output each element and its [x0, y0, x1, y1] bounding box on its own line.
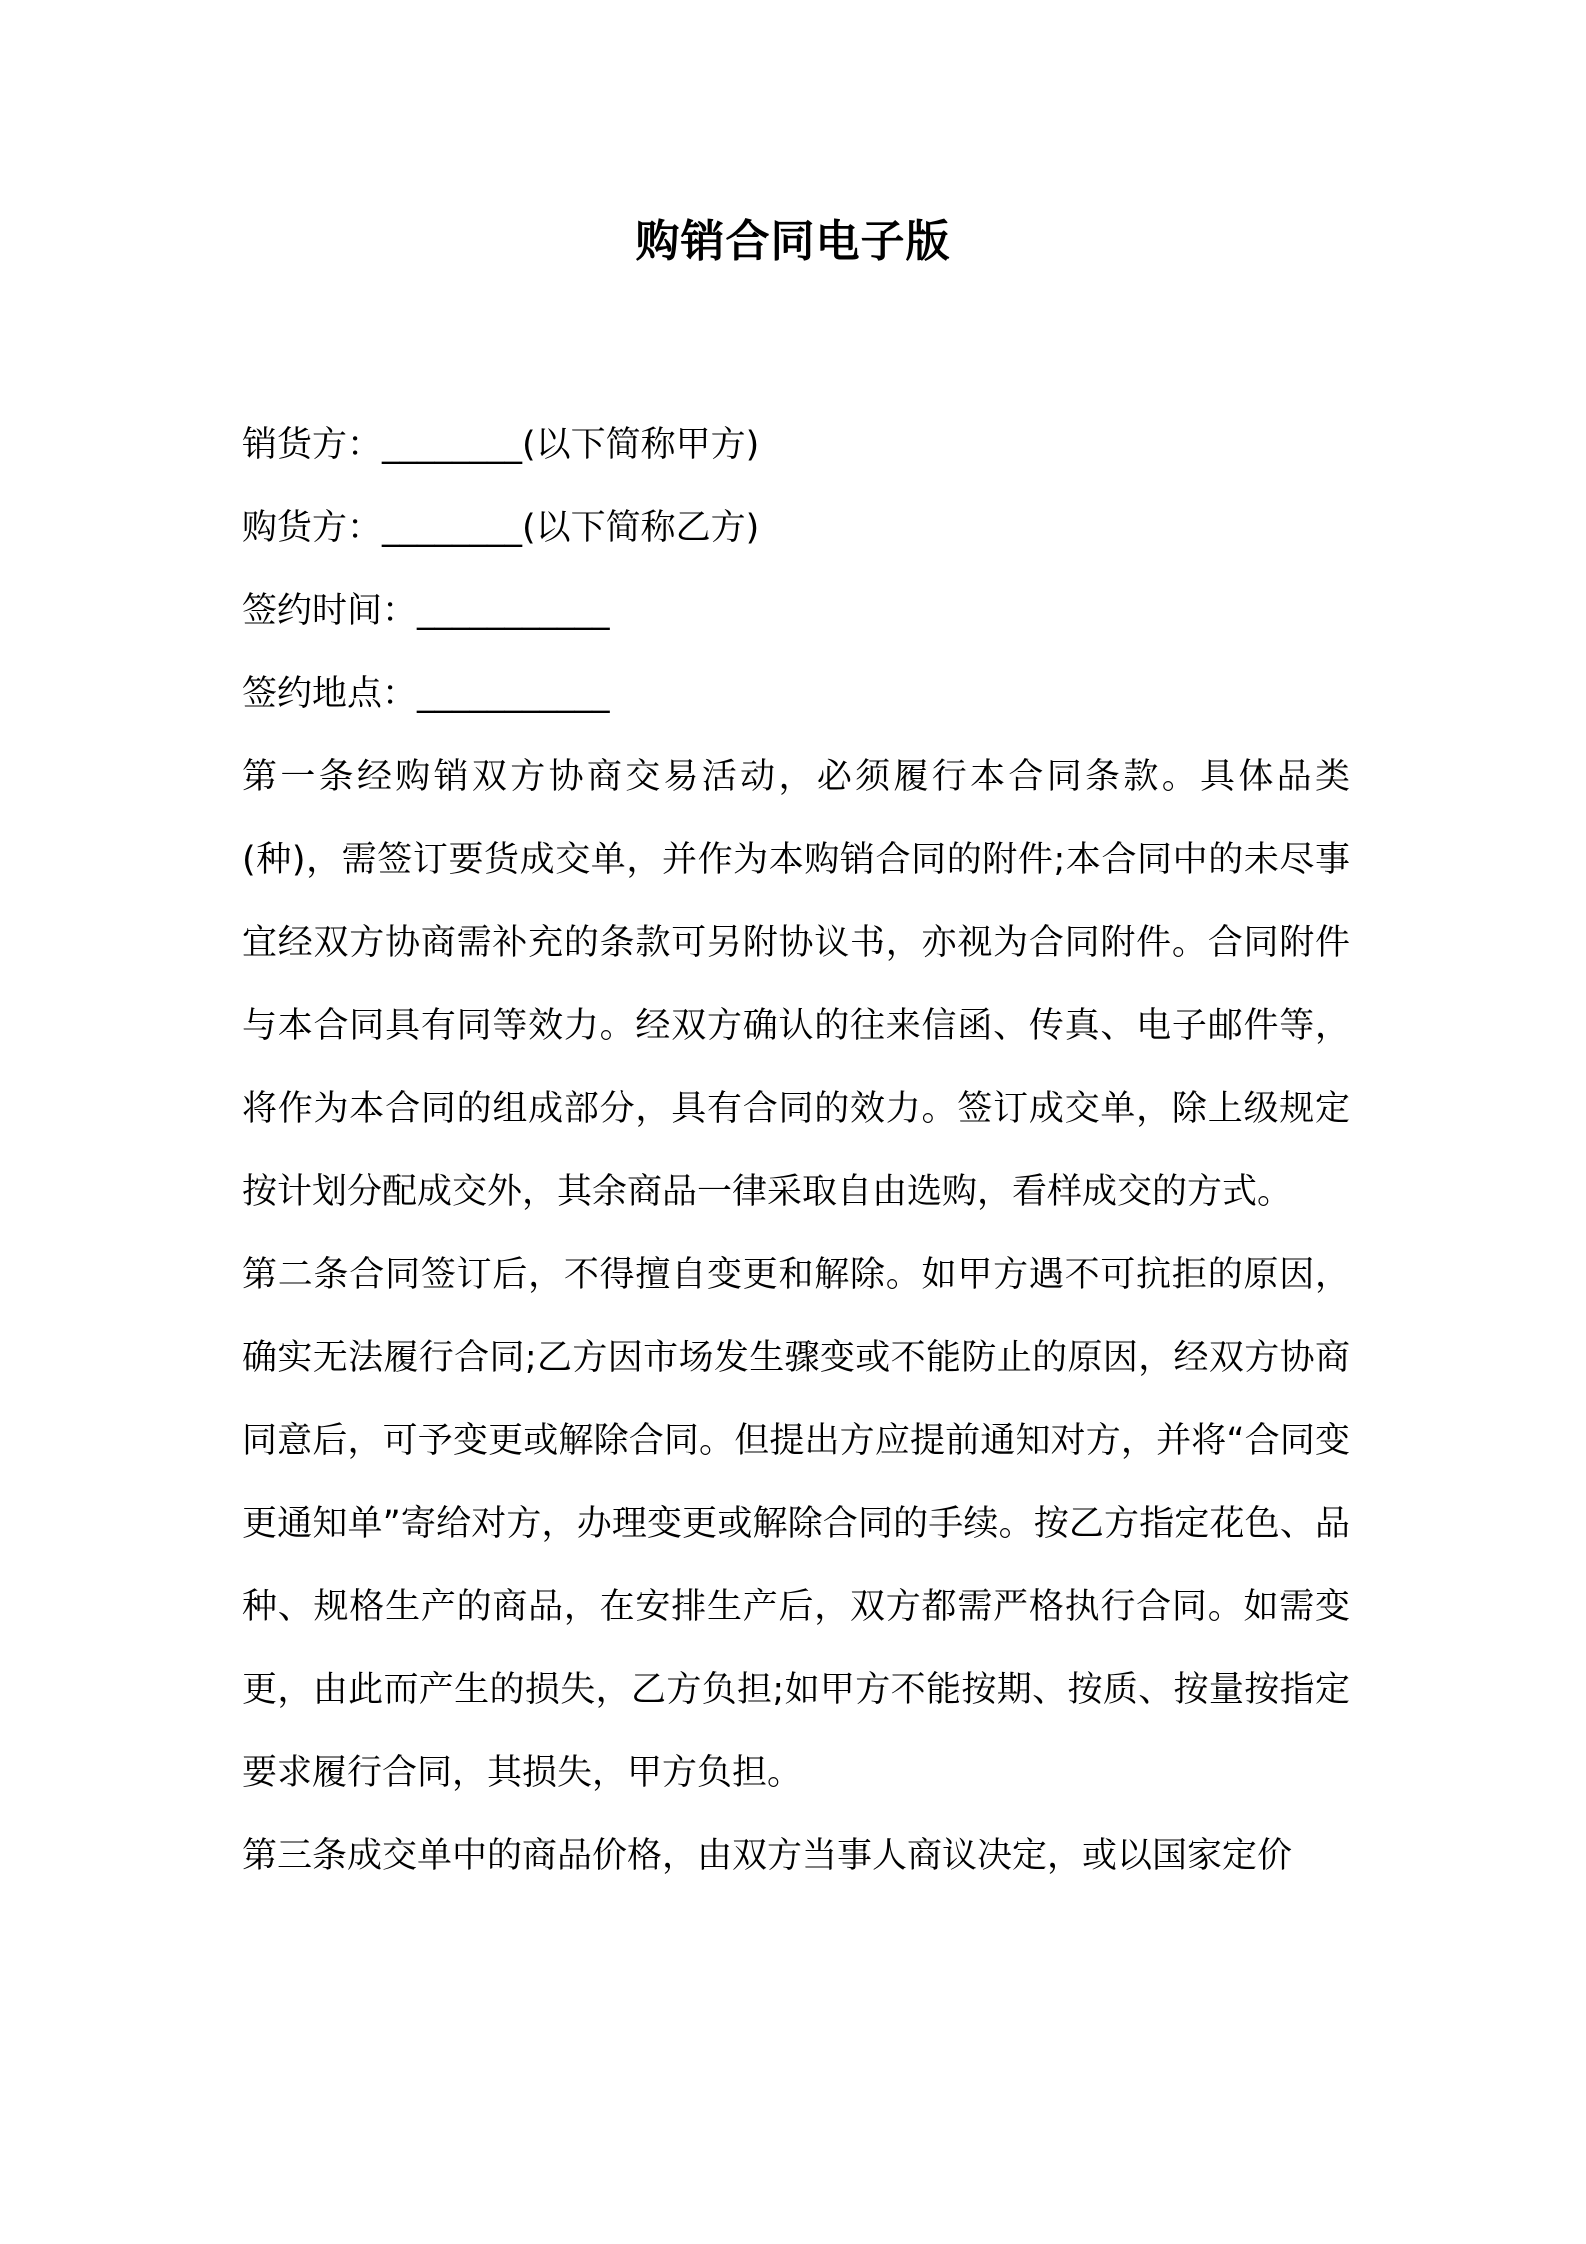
signing-place-field: 签约地点：___________	[242, 674, 610, 714]
seller-field: 销货方：________(以下简称甲方)	[242, 425, 760, 465]
article-3: 第三条成交单中的商品价格，由双方当事人商议决定，或以国家定价	[242, 1836, 1293, 1876]
article-2: 第二条合同签订后，不得擅自变更和解除。如甲方遇不可抗拒的原因，确实无法履行合同;乙方因市场发生骤变或不能防止的原因，经双方协商同意后，可予变更或解除合同。但提出方应提前通知对方，并将“合同变更通知单”寄给对方，办理变更或解除合同的手续。按乙方指定花色、品种、规格生产的商品，在安排生产后，双方都需严格执行合同。如需变更，由此而产生的损失，乙方负担;如甲方不能按期、按质、按量按指定要求履行合同，其损失，甲方负担。	[242, 1255, 1350, 1793]
buyer-field: 购货方：________(以下简称乙方)	[242, 508, 760, 548]
document-body	[242, 404, 1350, 1898]
document-title: 购销合同电子版	[635, 216, 951, 267]
signing-time-field: 签约时间：___________	[242, 591, 610, 631]
article-1: 第一条经购销双方协商交易活动，必须履行本合同条款。具体品类(种)，需签订要货成交单，并作为本购销合同的附件;本合同中的未尽事宜经双方协商需补充的条款可另附协议书，亦视为合同附件。合同附件与本合同具有同等效力。经双方确认的往来信函、传真、电子邮件等，将作为本合同的组成部分，具有合同的效力。签订成交单，除上级规定按计划分配成交外，其余商品一律采取自由选购，看样成交的方式。	[242, 757, 1350, 1212]
